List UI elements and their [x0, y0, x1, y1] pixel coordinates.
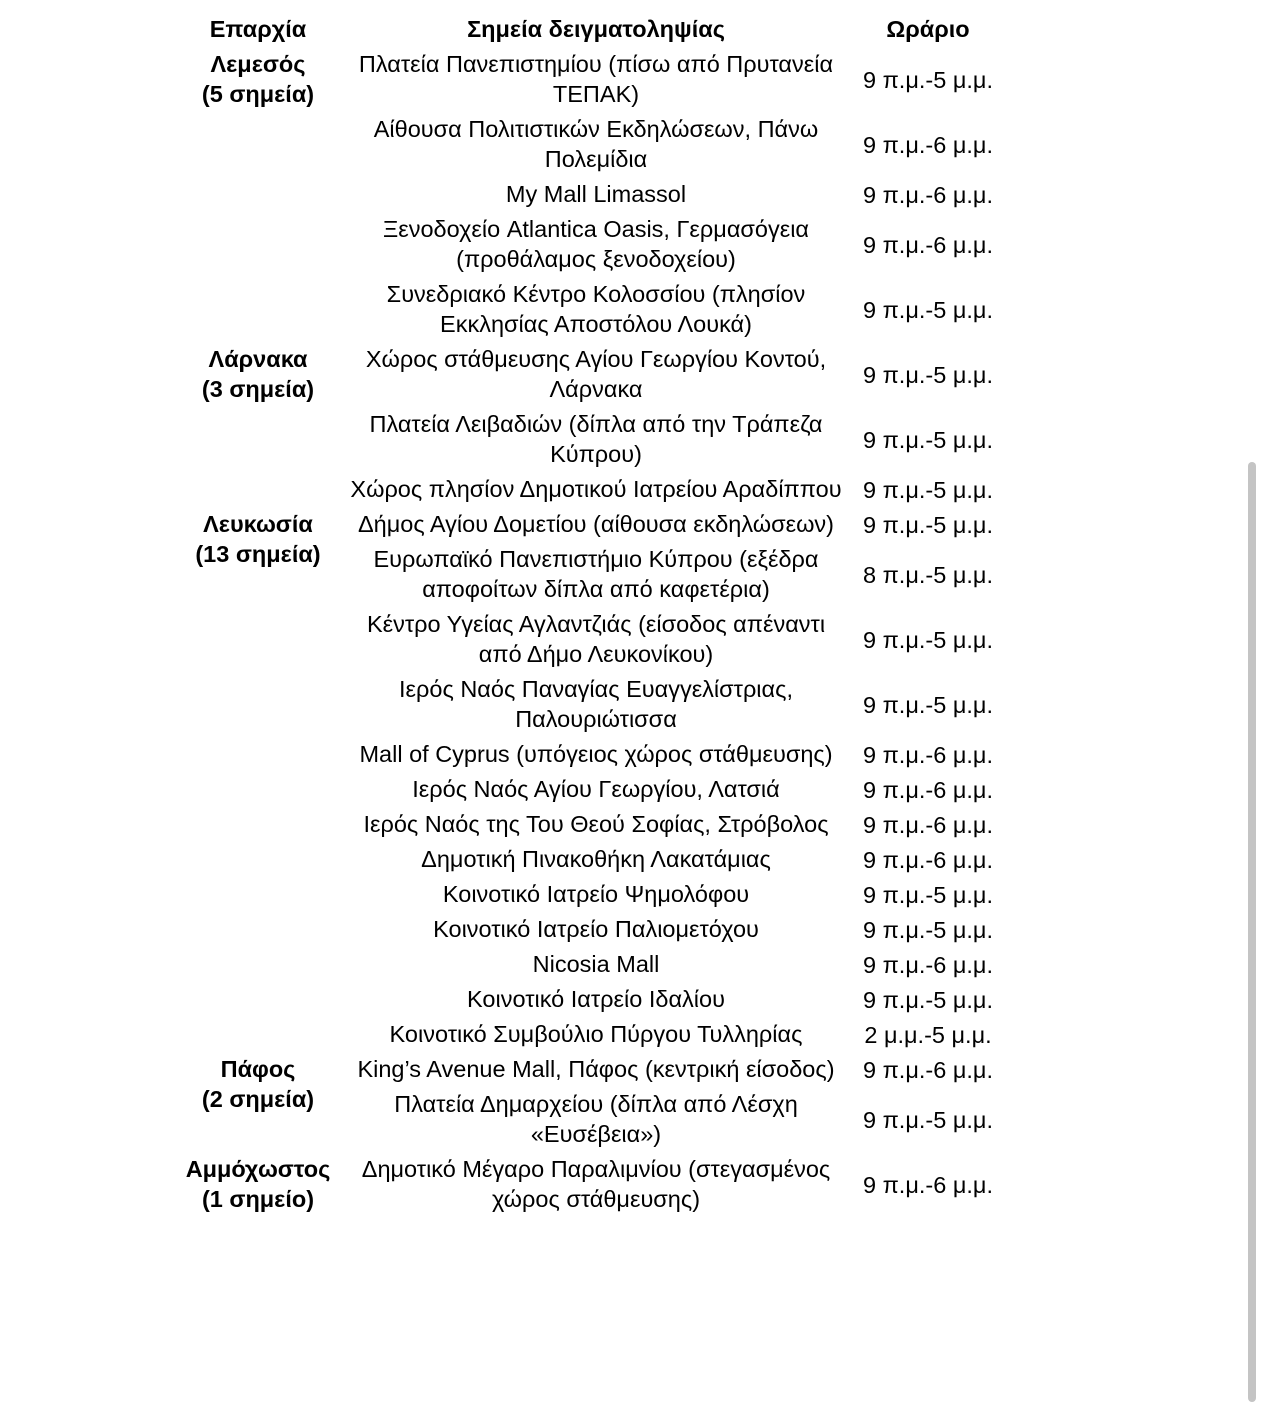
table-header-row: [170, 11, 1010, 47]
sampling-site-cell: Κοινοτικό Ιατρείο Ιδαλίου: [467, 986, 725, 1012]
sampling-site-cell: Δημοτικό Μέγαρο Παραλιμνίου (στεγασμένος χώρος στάθμευσης): [361, 1156, 831, 1212]
sampling-site-cell: Κοινοτικό Συμβούλιο Πύργου Τυλληρίας: [389, 1021, 803, 1047]
sampling-site-cell: Χώρος πλησίον Δημοτικού Ιατρείου Αραδίππου: [350, 476, 842, 502]
district-name: Πάφος: [220, 1056, 296, 1082]
district-name: Λευκωσία: [203, 511, 313, 537]
table-row: [170, 507, 1010, 542]
sampling-site-cell: Mall of Cyprus (υπόγειος χώρος στάθμευσης): [359, 741, 833, 767]
hours-cell: 9 π.μ.-6 μ.μ.: [863, 846, 993, 873]
hours-cell: 9 π.μ.-6 μ.μ.: [863, 131, 993, 158]
sampling-site-cell: Δήμος Αγίου Δομετίου (αίθουσα εκδηλώσεων): [357, 511, 835, 537]
header-site: Σημεία δειγματοληψίας: [467, 16, 725, 42]
sampling-site-cell: Αίθουσα Πολιτιστικών Εκδηλώσεων, Πάνω Πολεμίδια: [373, 116, 819, 172]
hours-cell: 9 π.μ.-6 μ.μ.: [863, 1171, 993, 1198]
district-name: Αμμόχωστος: [185, 1156, 331, 1182]
district-name: Λάρνακα: [208, 346, 308, 372]
header-district: Επαρχία: [209, 16, 307, 42]
hours-cell: 9 π.μ.-5 μ.μ.: [863, 881, 993, 908]
sampling-site-cell: Ιερός Ναός της Του Θεού Σοφίας, Στρόβολος: [363, 811, 829, 837]
district-cell: [170, 342, 346, 507]
scrollbar-thumb[interactable]: [1248, 462, 1256, 1402]
sampling-site-cell: Ιερός Ναός Παναγίας Ευαγγελίστριας, Παλουριώτισσα: [399, 676, 793, 732]
sampling-site-cell: Nicosia Mall: [532, 951, 660, 977]
sampling-site-cell: Ευρωπαϊκό Πανεπιστήμιο Κύπρου (εξέδρα αποφοίτων δίπλα από καφετέρια): [373, 546, 819, 602]
table-row: [170, 47, 1010, 112]
district-cell: [170, 1052, 346, 1152]
district-count: (3 σημεία): [201, 376, 315, 402]
district-count: (13 σημεία): [195, 541, 321, 567]
sampling-site-cell: Πλατεία Πανεπιστημίου (πίσω από Πρυτανεία ΤΕΠΑΚ): [358, 51, 834, 107]
sampling-site-cell: Κοινοτικό Ιατρείο Ψημολόφου: [442, 881, 750, 907]
district-count: (1 σημείο): [201, 1186, 315, 1212]
sampling-site-cell: Συνεδριακό Κέντρο Κολοσσίου (πλησίον Εκκλησίας Αποστόλου Λουκά): [386, 281, 806, 337]
sampling-site-cell: Ξενοδοχείο Atlantica Oasis, Γερμασόγεια (προθάλαμος ξενοδοχείου): [382, 216, 810, 272]
hours-cell: 9 π.μ.-6 μ.μ.: [863, 776, 993, 803]
header-hours: Ωράριο: [886, 16, 970, 42]
hours-cell: 9 π.μ.-6 μ.μ.: [863, 811, 993, 838]
hours-cell: 9 π.μ.-5 μ.μ.: [863, 296, 993, 323]
district-cell: [170, 47, 346, 342]
hours-cell: 9 π.μ.-5 μ.μ.: [863, 361, 993, 388]
sampling-site-cell: Δημοτική Πινακοθήκη Λακατάμιας: [421, 846, 771, 872]
hours-cell: 9 π.μ.-5 μ.μ.: [863, 986, 993, 1013]
hours-cell: 9 π.μ.-5 μ.μ.: [863, 1106, 993, 1133]
hours-cell: 9 π.μ.-5 μ.μ.: [863, 476, 993, 503]
sampling-site-cell: Πλατεία Λειβαδιών (δίπλα από την Τράπεζα Κύπρου): [369, 411, 823, 467]
hours-cell: 9 π.μ.-5 μ.μ.: [863, 626, 993, 653]
table-body: [170, 47, 1010, 1217]
sampling-site-cell: Ιερός Ναός Αγίου Γεωργίου, Λατσιά: [412, 776, 780, 802]
district-name: Λεμεσός: [210, 51, 306, 77]
sampling-site-cell: Χώρος στάθμευσης Αγίου Γεωργίου Κοντού, Λάρνακα: [365, 346, 827, 402]
district-count: (5 σημεία): [201, 81, 315, 107]
hours-cell: 9 π.μ.-6 μ.μ.: [863, 951, 993, 978]
sampling-site-cell: King’s Avenue Mall, Πάφος (κεντρική είσοδος): [357, 1056, 835, 1082]
sampling-site-cell: My Mall Limassol: [505, 181, 687, 207]
hours-cell: 9 π.μ.-6 μ.μ.: [863, 181, 993, 208]
sampling-points-table: [170, 11, 1010, 1217]
table-row: [170, 1052, 1010, 1087]
hours-cell: 9 π.μ.-5 μ.μ.: [863, 511, 993, 538]
sampling-site-cell: Πλατεία Δημαρχείου (δίπλα από Λέσχη «Ευσέβεια»): [394, 1091, 798, 1147]
hours-cell: 2 μ.μ.-5 μ.μ.: [864, 1021, 992, 1048]
table-row: [170, 342, 1010, 407]
hours-cell: 9 π.μ.-6 μ.μ.: [863, 231, 993, 258]
hours-cell: 9 π.μ.-5 μ.μ.: [863, 691, 993, 718]
hours-cell: 9 π.μ.-5 μ.μ.: [863, 916, 993, 943]
hours-cell: 9 π.μ.-5 μ.μ.: [863, 66, 993, 93]
hours-cell: 8 π.μ.-5 μ.μ.: [863, 561, 993, 588]
district-cell: [170, 1152, 346, 1217]
district-count: (2 σημεία): [201, 1086, 315, 1112]
sampling-site-cell: Κοινοτικό Ιατρείο Παλιομετόχου: [433, 916, 759, 942]
hours-cell: 9 π.μ.-5 μ.μ.: [863, 426, 993, 453]
district-cell: [170, 507, 346, 1052]
table-row: [170, 1152, 1010, 1217]
hours-cell: 9 π.μ.-6 μ.μ.: [863, 1056, 993, 1083]
sampling-points-table-container: [170, 11, 1010, 1217]
sampling-site-cell: Κέντρο Υγείας Αγλαντζιάς (είσοδος απέναντι από Δήμο Λευκονίκου): [366, 611, 826, 667]
hours-cell: 9 π.μ.-6 μ.μ.: [863, 741, 993, 768]
